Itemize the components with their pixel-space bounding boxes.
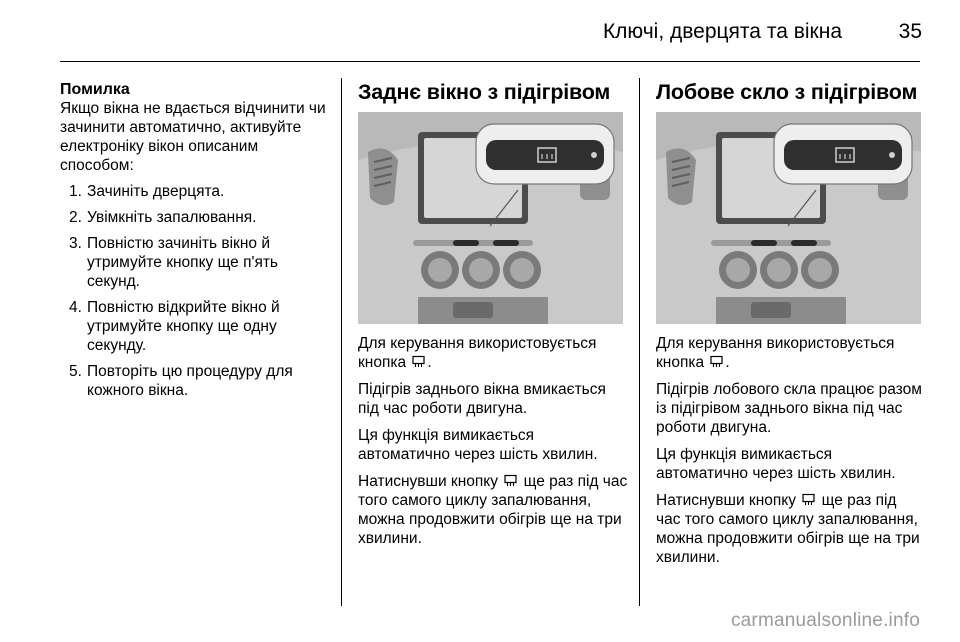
dashboard-illustration [656,112,921,324]
column-divider [639,78,640,606]
step-text: Повторіть цю процедуру для кожного вікна. [87,363,293,399]
rear-window-defrost-icon [710,355,723,368]
windscreen-section [656,80,922,575]
rear-paragraph-4a: Натиснувши кнопку [358,473,498,490]
steps-list [60,182,330,400]
step-text: Повністю зачиніть вікно й утримуйте кнопку ще п'ять секунд. [87,235,279,290]
list-item [60,234,330,291]
step-number: 1. [69,183,82,200]
control-text-end: . [427,354,432,371]
section-heading-rear-window: Заднє вікно з підігрівом [358,80,611,104]
step-number: 5. [69,363,82,380]
step-number: 2. [69,209,82,226]
step-text: Повністю відкрийте вікно й утримуйте кнопку ще одну секунду. [87,299,280,354]
rear-paragraph-3: Ця функція вимикається автоматично через шість хвилин. [358,427,598,463]
windscreen-paragraph-4b: ще раз під час того самого циклу запалювання, можна продовжити обігрів ще на три хвилини. [656,492,920,566]
windscreen-paragraph-2: Підігрів лобового скла працює разом із підігрівом заднього вікна під час роботи двигуна. [656,381,922,436]
list-item [60,182,330,201]
section-heading-windscreen: Лобове скло з підігрівом [656,80,918,104]
list-item [60,362,330,400]
control-text: Для керування використовується кнопка [358,335,597,371]
dashboard-illustration [358,112,623,324]
list-item [60,208,330,227]
step-number: 3. [69,235,82,252]
rear-window-section [358,80,628,556]
watermark: carmanualsonline.info [730,610,920,631]
page-number: 35 [898,20,922,43]
windscreen-paragraph-3: Ця функція вимикається автоматично через шість хвилин. [656,446,896,482]
list-item [60,298,330,355]
section-heading-error: Помилка [60,81,130,98]
step-text: Увімкніть запалювання. [87,209,257,226]
rear-window-defrost-icon [504,474,517,487]
rear-window-defrost-icon [412,355,425,368]
rear-paragraph-2: Підігрів заднього вікна вмикається під час роботи двигуна. [358,381,606,417]
control-text: Для керування використовується кнопка [656,335,895,371]
control-text-end: . [725,354,730,371]
step-number: 4. [69,299,82,316]
rear-window-defrost-icon [802,493,815,506]
rear-paragraph-4b: ще раз під час того самого циклу запалювання, можна продовжити обігрів ще на три хвилини. [358,473,628,547]
windscreen-paragraph-4a: Натиснувши кнопку [656,492,796,509]
header-rule [60,61,920,62]
error-intro: Якщо вікна не вдається відчинити чи зачинити автоматично, активуйте електроніку вікон описаним способом: [60,100,326,174]
page-header-title: Ключі, дверцята та вікна [602,20,842,43]
step-text: Зачиніть дверцята. [87,183,225,200]
column-divider [341,78,342,606]
error-section [60,80,330,400]
